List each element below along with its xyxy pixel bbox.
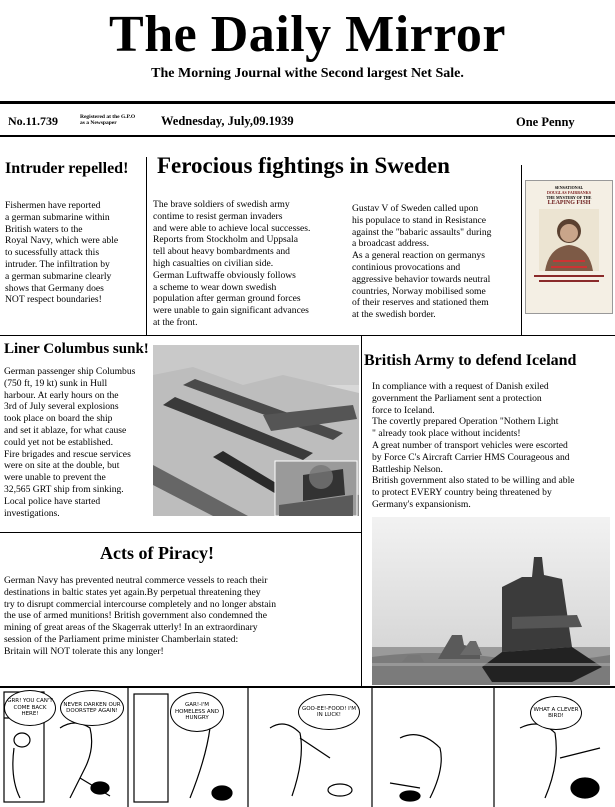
text-line: A great number of transport vehicles were escorted [372,439,568,451]
text-line: could yet not be established. [4,436,113,448]
issue-date: Wednesday, July,09.1939 [161,114,294,128]
masthead-subtitle: The Morning Journal withe Second largest Net Sale. [151,66,464,81]
text-line: by Force C's Aircraft Carrier HMS Courageous and [372,451,570,463]
poster-rule [534,275,604,277]
text-line: mining of great areas of the Skagerrak utterly! In an extraordinary [4,622,258,634]
text-line: NOT respect boundaries! [5,294,102,306]
top-rule [0,101,615,104]
registered-line-2: as a Newspaper [80,120,117,126]
text-line: a broadcast address. [352,238,429,250]
text-line: to sucessfully attack this [5,247,100,259]
text-line: countries, Norway mobilised some [352,285,486,297]
text-line: German passenger ship Columbus [4,366,136,377]
comic-bubble-5: WHAT A CLEVER BIRD! [530,696,582,730]
intruder-headline: Intruder repelled! [5,160,129,177]
text-line: his populace to stand in Resistance [352,214,487,226]
piracy-headline: Acts of Piracy! [100,543,214,563]
text-line: were on site at the double, but [4,460,120,472]
text-line: tell about heavy bombardments and [153,246,290,258]
text-line: population after german ground forces [153,293,301,305]
text-line: Britain will NOT tolerate this any longer! [4,645,164,657]
text-line: were unable to gain significant advances [153,305,309,317]
battleship-photo [372,517,610,685]
text-line: intruder. The infiltration by [5,258,110,270]
text-line: force to Iceland. [372,404,435,416]
poster-line-2: DOUGLAS FAIRBANKS [546,190,592,195]
text-line: Reports from Stockholm and Uppsala [153,234,298,246]
text-line: and set it ablaze, for what cause [4,424,127,436]
text-line: Battleship Nelson. [372,463,443,475]
text-line: 3rd of July several explosions [4,401,119,413]
columbus-headline: Liner Columbus sunk! [4,341,149,357]
text-line: In compliance with a request of Danish exiled [372,381,549,392]
text-line: British waters to the [5,223,83,235]
poster-line-3: THE MYSTERY OF THE [546,195,592,200]
comic-bubble-1: GRR! YOU CAN'T COME BACK HERE! [4,690,56,726]
poster-portrait-icon [539,209,599,271]
text-line: continious provocations and [352,261,461,273]
text-line: destinations in baltic states yet again.By perpetual threatening they [4,586,261,598]
text-line: The brave soldiers of swedish army [153,199,290,210]
text-line: shows that Germany does [5,282,104,294]
text-line: As a general reaction on germanys [352,250,485,262]
text-line: The covertly prepared Operation "Nothern Light [372,416,559,428]
comic-bubble-4: GOO-EE!-FOOD! I'M IN LUCK! [298,694,360,730]
intruder-body [5,200,118,306]
text-line: government the Parliament sent a protection [372,392,542,404]
row-rule-2 [0,532,361,533]
column-rule-3 [361,336,362,686]
text-line: took place on board the ship [4,413,113,425]
row-rule-1 [0,335,615,336]
masthead-title: The Daily Mirror [109,6,506,63]
columbus-body [4,366,135,519]
text-line: the use of armed munitions! British government also condemned the [4,610,267,622]
text-line: (750 ft, 19 kt) sunk in Hull [4,377,108,389]
text-line: British government also stated to be willing and able [372,475,575,487]
column-rule-1 [146,157,147,335]
registered-notice [80,114,135,126]
text-line: 32,565 GRT ship from sinking. [4,483,124,495]
text-line: and were able to achieve local successes. [153,222,311,234]
issue-price: One Penny [516,115,575,129]
text-line: German Luftwaffe obviously follows [153,269,296,281]
text-line: Gustav V of Sweden called upon [352,203,479,214]
text-line: a german submarine within [5,211,110,223]
leaping-fish-poster [525,180,613,314]
comic-bubble-3: GAR!-I'M HOMELESS AND HUNGRY [170,692,224,732]
text-line: a german submarine clearly [5,270,112,282]
iceland-body [372,381,575,511]
iceland-headline: British Army to defend Iceland [364,352,577,369]
text-line: contime to resist german invaders [153,210,283,222]
issue-bar-rule [0,135,615,137]
text-line: Fire brigades and rescue services [4,448,131,460]
sweden-body-col1 [153,199,310,329]
issue-number: No.11.739 [8,114,59,128]
text-line: Fishermen have reported [5,200,101,211]
text-line: at the swedish border. [352,309,436,321]
text-line: Local police have started [4,495,101,507]
text-line: session of the Parliament prime minister Chamberlain stated: [4,633,239,645]
text-line: harbour. At early hours on the [4,389,119,401]
text-line: high casualties on civilian side. [153,257,274,269]
text-line: were unable to prevent the [4,472,106,484]
poster-title: LEAPING FISH [547,200,591,206]
harbour-aerial-photo [153,345,359,516]
text-line: a scheme to wear down swedish [153,281,277,293]
text-line: to protect EVERY country being threatened by [372,487,552,499]
column-rule-2 [521,165,522,335]
text-line: Royal Navy, which were able [5,235,119,247]
text-line: German Navy has prevented neutral commerce vessels to reach their [4,575,268,586]
text-line: " already took place without incidents! [372,428,521,440]
poster-rule [539,280,599,282]
comic-strip [0,686,615,807]
comic-bubble-2: NEVER DARKEN OUR DOORSTEP AGAIN! [60,690,124,726]
sweden-headline: Ferocious fightings in Sweden [157,153,450,178]
text-line: investigations. [4,507,60,519]
poster-line-1: SENSATIONAL [554,185,584,190]
text-line: of their reserves and stationed them [352,297,489,309]
piracy-body [4,575,276,658]
text-line: at the front. [153,316,198,328]
registered-line-1: Registered at the G.P.O [80,114,136,120]
text-line: aggressive behavior towards neutral [352,273,491,285]
sweden-body-col2 [352,203,491,321]
text-line: try to disrupt commercial intercourse completely and no longer abstain [4,598,277,610]
text-line: Germany's expansionism. [372,498,471,510]
text-line: against the "babaric assaults" during [352,226,492,238]
